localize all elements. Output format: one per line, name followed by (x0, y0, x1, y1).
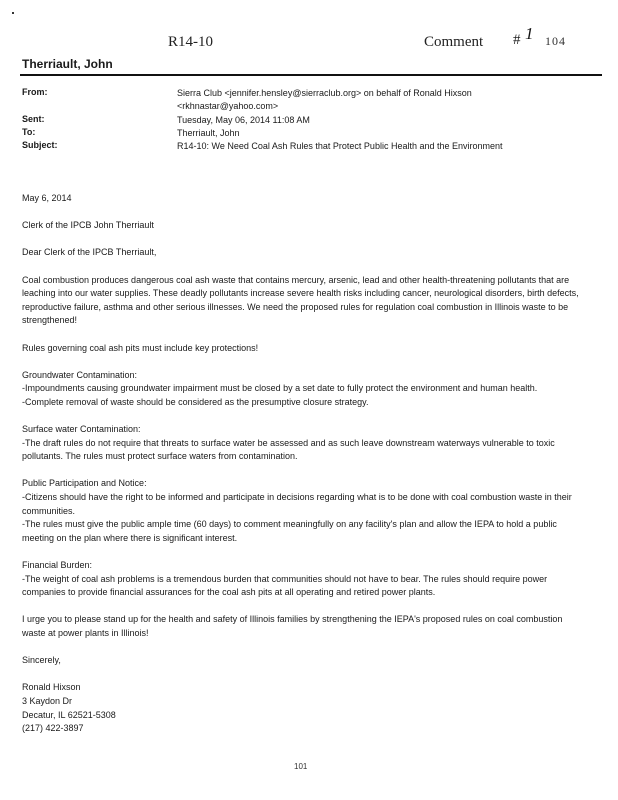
page-number: 101 (294, 762, 308, 771)
public-participation-point-2: -The rules must give the public ample time (60 days) to comment meaningfully on any facility's plan and allow the IEPA to hold a public meeting on the plan where there is significant interest. (22, 519, 557, 543)
signoff: Sincerely, (22, 655, 61, 666)
scan-speck (12, 12, 14, 14)
letter-salutation: Dear Clerk of the IPCB Therriault, (22, 247, 157, 258)
financial-burden-point-1: -The weight of coal ash problems is a tremendous burden that communities should not have to bear. The rules should require power companies to provide financial assurances for the coal ash pits at all operating and retired power plants. (22, 573, 548, 598)
financial-burden-heading: Financial Burden: (22, 560, 93, 571)
public-participation-point-1: -Citizens should have the right to be informed and participate in decisions regarding what is to be done with coal combustion waste in their communities. (22, 492, 572, 516)
letter-body (22, 192, 582, 736)
closing-request: I urge you to please stand up for the health and safety of Illinois families by strengthening the IEPA's proposed rules on coal combustion waste at power plants in Illinois! (22, 614, 563, 638)
comment-label: Comment (424, 34, 484, 50)
sender-city: Decatur, IL 62521-5308 (22, 709, 116, 720)
page-reference: 104 (545, 34, 566, 48)
rules-intro: Rules governing coal ash pits must include key protections! (22, 342, 259, 353)
to-label: To: (22, 127, 36, 137)
public-participation-heading: Public Participation and Notice: (22, 478, 147, 489)
docket-number: R14-10 (168, 34, 213, 50)
surface-water-point-1: -The draft rules do not require that threats to surface water be assessed and as such leave downstream waterways vulnerable to toxic pollutants. The rules must protect surface waters from contamination. (22, 437, 555, 462)
groundwater-heading: Groundwater Contamination: (22, 369, 138, 380)
sent-label: Sent: (22, 114, 45, 124)
from-value (177, 87, 597, 113)
to-value: Therriault, John (177, 128, 240, 138)
from-line-1: Sierra Club <jennifer.hensley@sierraclub.org> on behalf of Ronald Hixson (177, 88, 472, 98)
comment-hash: # (513, 32, 521, 48)
surface-water-heading: Surface water Contamination: (22, 424, 141, 435)
sender-name: Ronald Hixson (22, 682, 81, 693)
sender-street: 3 Kaydon Dr (22, 695, 73, 706)
subject-label: Subject: (22, 140, 58, 150)
from-line-2: <rkhnastar@yahoo.com> (177, 101, 279, 111)
letter-addressee: Clerk of the IPCB John Therriault (22, 220, 154, 231)
from-label: From: (22, 87, 48, 97)
subject-value: R14-10: We Need Coal Ash Rules that Protect Public Health and the Environment (177, 141, 503, 151)
header-rule (20, 74, 602, 76)
intro-paragraph: Coal combustion produces dangerous coal ash waste that contains mercury, arsenic, lead and other health-threatening pollutants that are leaching into our water supplies. These deadly pollutants increase severe health risks including cancer, neurological disorders, birth defects, reproductive failure, asthma and other serious illnesses. We need the proposed rules for regulation coal combustion in Illinois waste to be strengthened! (22, 274, 579, 326)
groundwater-point-2: -Complete removal of waste should be considered as the presumptive closure strategy. (22, 396, 369, 407)
sent-value: Tuesday, May 06, 2014 11:08 AM (177, 115, 310, 125)
handwritten-comment-number: 1 (525, 24, 534, 43)
sender-phone: (217) 422-3897 (22, 723, 84, 734)
recipient-name: Therriault, John (22, 57, 113, 71)
groundwater-point-1: -Impoundments causing groundwater impairment must be closed by a set date to fully protect the environment and human health. (22, 383, 538, 394)
letter-date: May 6, 2014 (22, 193, 72, 203)
